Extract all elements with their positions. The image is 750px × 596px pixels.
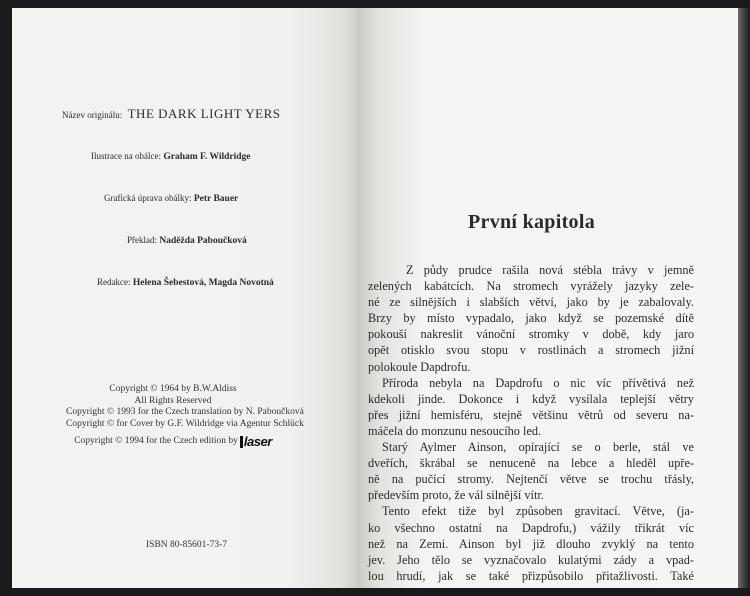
original-title-credit [62,106,280,122]
laser-logo: laser [240,436,272,448]
chapter-title: První kapitola [468,211,595,233]
cover-design-credit [104,193,238,204]
editors-names: Helena Šebestová, Magda Novotná [132,278,274,288]
copyright-line-1: Copyright © 1964 by B.W.Aldiss [109,384,237,394]
copyright-edition-row [48,436,298,448]
cover-illustration-credit [91,151,251,162]
copyright-line-5: Copyright © 1994 for the Czech edition by [74,436,238,447]
text-line: polokoule Dapdrofu. [368,359,471,374]
editors-label: Redakce: [97,277,131,287]
text-line: ko všechno ostatní na Dapdrofu,) vážily třikrát víc [368,520,694,535]
text-line: Z půdy prudce rašila nová stébla trávy v jemně [406,263,694,277]
text-line: zelených kabátcích. Na stromech vyrážely jazyky zele- [368,279,694,294]
translation-name: Naděžda Paboučková [159,236,247,246]
book-edge [738,8,750,588]
left-page [12,8,357,588]
original-title-label: Název originálu: [62,110,123,120]
text-line: přes jižní hemisféru, stejně většinu větrů od severu na- [368,407,694,422]
editors-credit [97,277,274,288]
cover-design-label: Grafická úprava obálky: [104,193,192,203]
text-line: Brzy by místo vypadalo, jako když se pozemské dítě [368,311,694,326]
text-line: jev. Jeho tělo se vyznačovalo kulatými zády a vpad- [368,552,694,567]
text-line: Tento efekt tiže byl způsoben gravitací. Větve, (ja- [382,504,694,519]
cover-illustration-name: Graham F. Wildridge [163,152,251,162]
text-line: Příroda nebyla na Dapdrofu o nic víc přívětivá než [382,375,694,390]
text-line: než na Zemi. Ainson byl již dlouho zvyklý na tento [368,536,694,551]
copyright-line-4: Copyright © for Cover by G.F. Wildridge via Agentur Schlück [66,418,304,429]
chapter-body-text [368,262,694,584]
text-line: máčela do monzunu nesoucího led. [368,423,542,438]
isbn: ISBN 80-85601-73-7 [146,540,228,550]
text-line: kdekoli jinde. Dokonce i když vysílala teplejší větry [368,391,694,406]
text-line: především proto, že vál silnější vítr. [368,488,544,503]
text-line: dveřích, škrábal se nenuceně na lebce a hleděl upře- [368,456,694,471]
cover-design-name: Petr Bauer [193,194,239,204]
copyright-line-3: Copyright © 1993 for the Czech translation by N. Paboučková [66,407,304,417]
text-line: né ze silnějších i slabších větví, jako by je zabalovaly. [368,295,694,310]
text-line: opět otisklo svou stopu v rostlinách a stromech jižní [368,343,694,358]
translation-label: Překlad: [127,235,157,245]
text-line: ně na pučící stromy. Nejtenčí větve se trochu třásly, [368,472,694,487]
copyright-block [48,384,304,449]
text-line: pokouší nakreslit vánoční stromky v době, kdy jaro [368,327,694,342]
text-line: lou hrudí, jak se také přizpůsobilo přitažlivosti. Také [368,568,694,583]
text-line: Starý Aylmer Ainson, opírající se o berle, stál ve [382,440,694,455]
translation-credit [127,235,247,246]
cover-illustration-label: Ilustrace na obálce: [91,151,161,161]
original-title: THE DARK LIGHT YERS [127,106,281,121]
copyright-line-2: All Rights Reserved [134,395,212,406]
